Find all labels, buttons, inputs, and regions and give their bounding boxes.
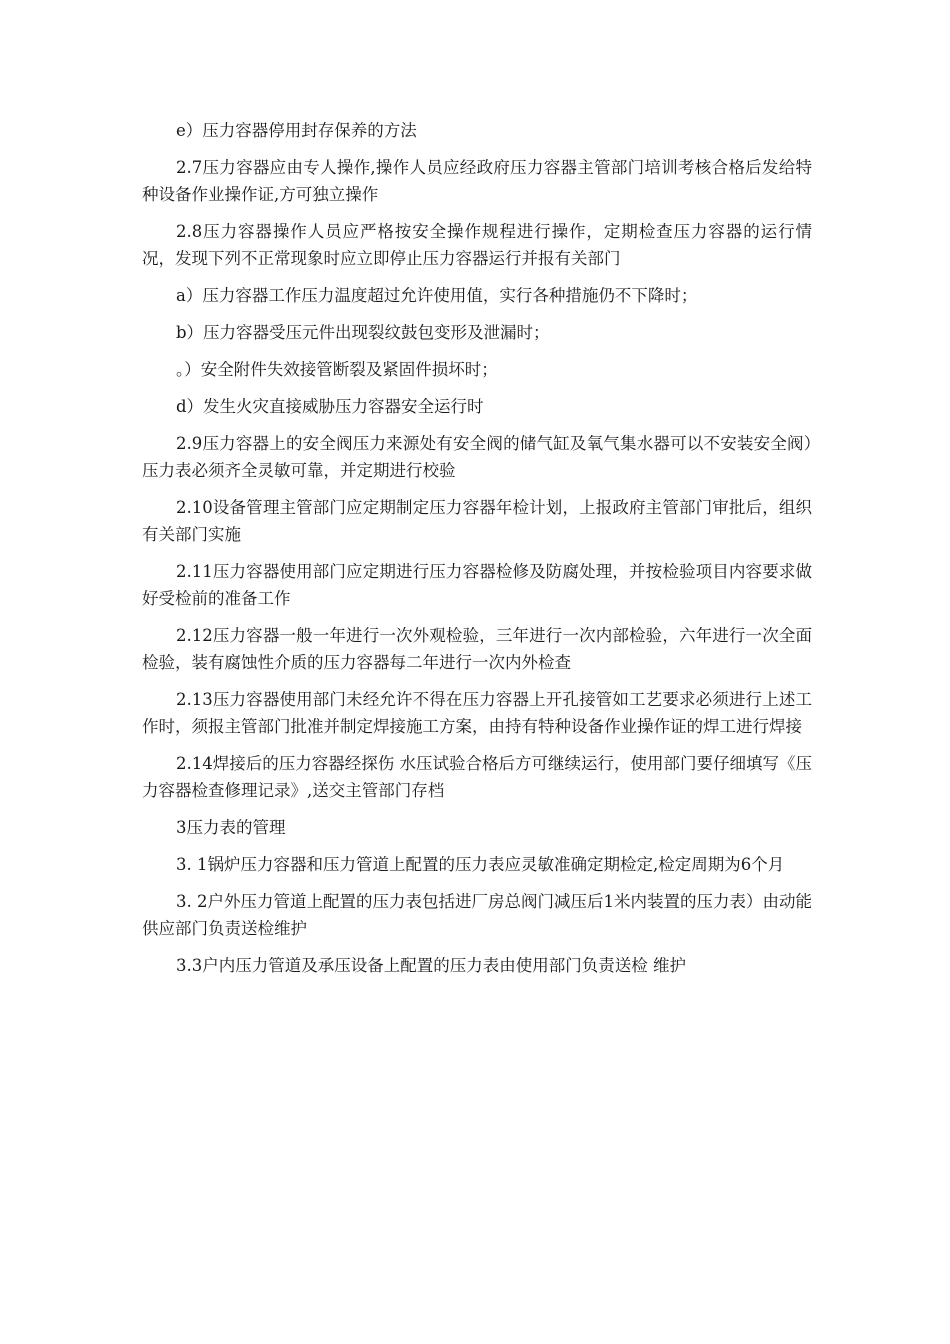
paragraph-2-8-c: 。）安全附件失效接管断裂及紧固件损坏时；	[176, 360, 498, 379]
paragraph-2-8: 2.8压力容器操作人员应严格按安全操作规程进行操作，定期检查压力容器的运行情况，发现下列不正常现象时应立即停止压力容器运行并报有关部门	[142, 222, 812, 268]
paragraph-3-3: 3.3户内压力管道及承压设备上配置的压力表由使用部门负责送检 维护	[176, 956, 686, 975]
document-body	[142, 117, 812, 989]
paragraph-2-8-d: d）发生火灾直接威胁压力容器安全运行时	[176, 397, 484, 416]
paragraph-2-8-b: b）压力容器受压元件出现裂纹鼓包变形及泄漏时；	[176, 323, 550, 342]
paragraph-2-8-a: a）压力容器工作压力温度超过允许使用值，实行各种措施仍不下降时；	[176, 286, 698, 305]
paragraph-2-13: 2.13压力容器使用部门未经允许不得在压力容器上开孔接管如工艺要求必须进行上述工作时，须报主管部门批准并制定焊接施工方案，由持有特种设备作业操作证的焊工进行焊接	[142, 690, 812, 736]
paragraph-2-14: 2.14焊接后的压力容器经探伤 水压试验合格后方可继续运行，使用部门要仔细填写《压力容器检查修理记录》,送交主管部门存档	[142, 754, 812, 800]
paragraph-2-9: 2.9压力容器上的安全阀压力来源处有安全阀的储气缸及氧气集水器可以不安装安全阀）压力表必须齐全灵敏可靠，并定期进行校验	[142, 434, 812, 480]
paragraph-2-11: 2.11压力容器使用部门应定期进行压力容器检修及防腐处理，并按检验项目内容要求做好受检前的准备工作	[142, 562, 812, 608]
paragraph-2-12: 2.12压力容器一般一年进行一次外观检验，三年进行一次内部检验，六年进行一次全面检验，装有腐蚀性介质的压力容器每二年进行一次内外检查	[142, 626, 812, 672]
paragraph-2-10: 2.10设备管理主管部门应定期制定压力容器年检计划，上报政府主管部门审批后，组织有关部门实施	[142, 498, 812, 544]
paragraph-3-1: 3. 1锅炉压力容器和压力管道上配置的压力表应灵敏准确定期检定,检定周期为6个月	[176, 855, 785, 874]
paragraph-3-2: 3. 2户外压力管道上配置的压力表包括进厂房总阀门减压后1米内装置的压力表）由动能供应部门负责送检维护	[142, 892, 812, 938]
paragraph-2-7: 2.7压力容器应由专人操作,操作人员应经政府压力容器主管部门培训考核合格后发给特种设备作业操作证,方可独立操作	[142, 158, 812, 204]
section-heading-3: 3压力表的管理	[176, 818, 286, 837]
paragraph-e-storage-maintenance: e）压力容器停用封存保养的方法	[176, 121, 417, 140]
